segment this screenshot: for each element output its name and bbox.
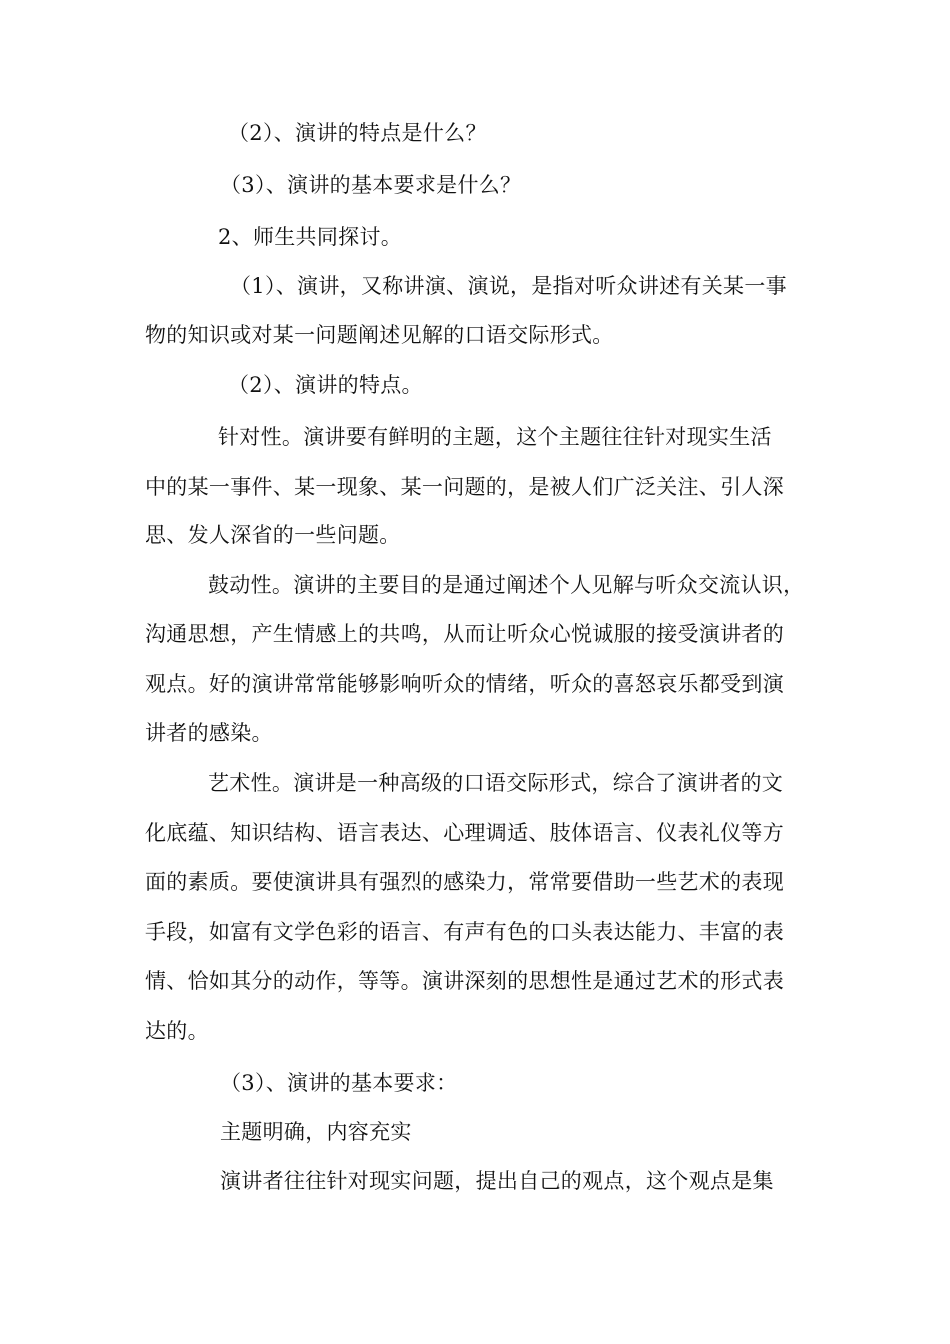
requirements-body-line: 演讲者往往针对现实问题，提出自己的观点，这个观点是集 [220,1169,774,1193]
inspire-line-4: 讲者的感染。 [145,721,273,745]
targeted-line-2: 中的某一事件、某一现象、某一问题的，是被人们广泛关注、引人深 [145,475,784,499]
requirements-heading: （3）、演讲的基本要求： [220,1071,458,1095]
art-line-1: 艺术性。演讲是一种高级的口语交际形式，综合了演讲者的文 [208,771,784,795]
art-line-4: 手段，如富有文学色彩的语言、有声有色的口头表达能力、丰富的表 [145,920,784,944]
inspire-line-1: 鼓动性。演讲的主要目的是通过阐述个人见解与听众交流认识， [208,573,805,597]
inspire-line-2: 沟通思想，产生情感上的共鸣，从而让听众心悦诚服的接受演讲者的 [145,622,784,646]
features-heading: （2）、演讲的特点。 [228,373,423,397]
art-line-2: 化底蕴、知识结构、语言表达、心理调适、肢体语言、仪表礼仪等方 [145,821,784,845]
definition-line-2: 物的知识或对某一问题阐述见解的口语交际形式。 [145,323,614,347]
art-line-3: 面的素质。要使演讲具有强烈的感染力，常常要借助一些艺术的表现 [145,870,784,894]
inspire-line-3: 观点。好的演讲常常能够影响听众的情绪，听众的喜怒哀乐都受到演 [145,672,784,696]
requirements-subheading: 主题明确，内容充实 [220,1120,412,1144]
step-2-line: 2、师生共同探讨。 [218,225,403,249]
art-line-6: 达的。 [145,1019,209,1043]
question-2-line: （2）、演讲的特点是什么？ [228,121,487,145]
art-line-5: 情、恰如其分的动作，等等。演讲深刻的思想性是通过艺术的形式表 [145,969,784,993]
targeted-line-3: 思、发人深省的一些问题。 [145,523,401,547]
targeted-line-1: 针对性。演讲要有鲜明的主题，这个主题往往针对现实生活 [218,425,772,449]
definition-line-1: （1）、演讲，又称讲演、演说，是指对听众讲述有关某一事 [230,274,787,298]
question-3-line: （3）、演讲的基本要求是什么？ [220,173,522,197]
